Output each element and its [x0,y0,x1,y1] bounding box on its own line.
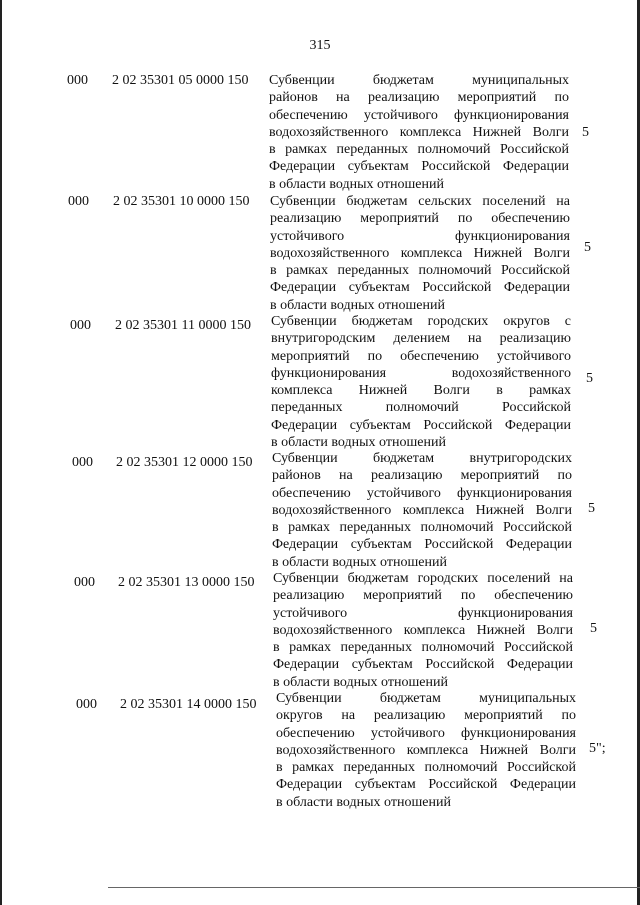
description-line: комплекса Нижней Волги в рамках [271,383,571,399]
description-line: Федерации субъектам Российской Федерации [273,657,573,673]
description-line: Субвенции бюджетам муниципальных [276,691,576,706]
description-line: мероприятий по обеспечению устойчивого [271,348,571,364]
description-line: Федерации субъектам Российской Федерации [269,159,569,175]
description-line: Субвенции бюджетам сельских поселений на [270,194,570,209]
row-description [269,72,569,193]
amount-value: 5 [582,125,589,140]
description-line: обеспечению устойчивого функционирования [276,725,576,741]
description-line: Субвенции бюджетам внутригородских [272,451,572,466]
budget-code: 2 02 35301 11 0000 150 [115,318,251,333]
admin-code: 000 [70,318,91,333]
budget-code: 2 02 35301 14 0000 150 [120,697,257,712]
description-line: водохозяйственного комплекса Нижней Волги [270,245,570,261]
description-line: в рамках переданных полномочий Российской [270,263,570,279]
amount-value: 5 [586,371,593,386]
admin-code: 000 [67,73,88,88]
description-line: в области водных отношений [271,435,446,451]
description-line: водохозяйственного комплекса Нижней Волги [273,622,573,638]
page-edge-left [0,0,2,905]
description-line: Федерации субъектам Российской Федерации [272,537,572,553]
description-line: в рамках переданных полномочий Российской [273,640,573,656]
budget-code: 2 02 35301 12 0000 150 [116,455,253,470]
amount-value: 5 [584,240,591,255]
description-line: водохозяйственного комплекса Нижней Волги [269,124,569,140]
description-line: функционирования водохозяйственного [271,365,571,381]
description-line: районов на реализацию мероприятий по [269,90,569,106]
budget-code: 2 02 35301 10 0000 150 [113,194,250,209]
description-line: округов на реализацию мероприятий по [276,708,576,724]
budget-code: 2 02 35301 13 0000 150 [118,575,255,590]
description-line: Субвенции бюджетам городских поселений на [273,571,573,586]
amount-value: 5 [590,621,597,636]
row-description [270,193,570,314]
description-line: обеспечению устойчивого функционирования [269,107,569,123]
description-line: в области водных отношений [269,176,444,192]
description-line: в рамках переданных полномочий Российской [269,142,569,158]
admin-code: 000 [76,697,97,712]
description-line: Субвенции бюджетам городских округов с [271,314,571,329]
description-line: в области водных отношений [273,674,448,690]
description-line: реализацию мероприятий по обеспечению [273,588,573,604]
description-line: реализацию мероприятий по обеспечению [270,211,570,227]
budget-code: 2 02 35301 05 0000 150 [112,73,249,88]
page-number: 315 [309,38,331,53]
description-line: Федерации субъектам Российской Федерации [270,280,570,296]
admin-code: 000 [72,455,93,470]
description-line: внутригородским делением на реализацию [271,331,571,347]
admin-code: 000 [74,575,95,590]
amount-value: 5 [588,501,595,516]
description-line: в области водных отношений [272,554,447,570]
description-line: переданных полномочий Российской [271,400,571,416]
row-description [272,450,572,571]
row-description [276,690,576,811]
row-description [273,570,573,691]
description-line: Федерации субъектам Российской Федерации [276,777,576,793]
description-line: в области водных отношений [270,297,445,313]
description-line: Федерации субъектам Российской Федерации [271,417,571,433]
row-description [271,313,571,451]
description-line: в рамках переданных полномочий Российской [276,760,576,776]
description-line: Субвенции бюджетам муниципальных [269,73,569,88]
amount-value: 5"; [589,741,606,756]
description-line: районов на реализацию мероприятий по [272,468,572,484]
description-line: водохозяйственного комплекса Нижней Волги [276,742,576,758]
description-line: устойчивого функционирования [270,228,570,244]
description-line: в рамках переданных полномочий Российской [272,520,572,536]
description-line: в области водных отношений [276,794,451,810]
page-edge-bottom [108,887,640,888]
description-line: устойчивого функционирования [273,605,573,621]
description-line: водохозяйственного комплекса Нижней Волги [272,502,572,518]
description-line: обеспечению устойчивого функционирования [272,485,572,501]
admin-code: 000 [68,194,89,209]
